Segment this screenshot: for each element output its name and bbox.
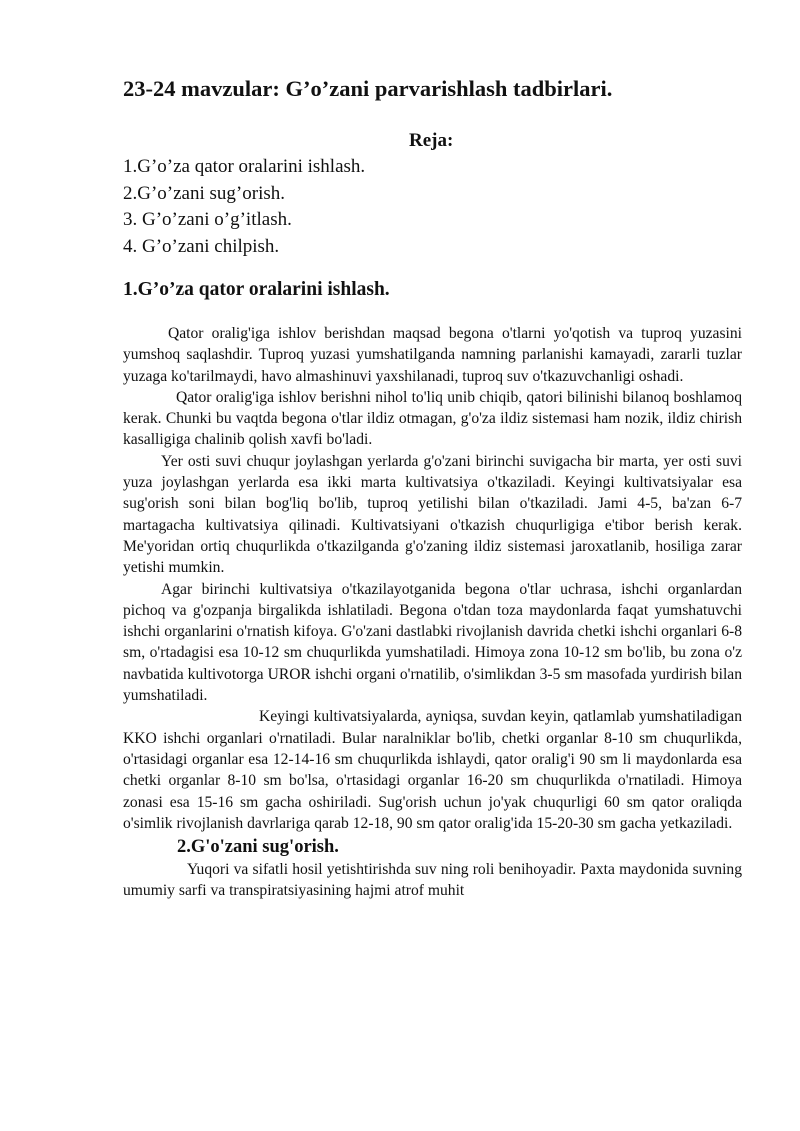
plan-item: 1.G’o’za qator oralarini ishlash. — [123, 156, 366, 177]
body-text — [123, 323, 742, 902]
paragraph: Yer osti suvi chuqur joylashgan yerlarda g'o'zani birinchi suvigacha bir marta, yer osti suvi yuza joylashgan yerlarda esa ikki marta kultivatsiya o'tkaziladi. Keyingi kultivatsiyalar esa sug'orish soni bilan bog'liq bo'lib, tuproq yetilishi bilan o'tkaziladi. Jami 4-5, ba'zan 6-7 martagacha kultivatsiya qilinadi. Kultivatsiyani o'tkazish chuqurligiga e'tibor berish kerak. Me'yoridan ortiq chuqurlikda o'tkazilganda g'o'zaning ildiz sistemasi jaroxatlanib, hosiliga zarar yetishi mumkin. — [123, 452, 742, 577]
plan-item: 2.G’o’zani sug’orish. — [123, 182, 285, 204]
paragraph: Qator oralig'iga ishlov berishni nihol to'liq unib chiqib, qatori bilinishi bilanoq boshlamoq kerak. Chunki bu vaqtda begona o'tlar ildiz otmagan, g'o'za ildiz sistemasi ham nozik, ildiz chirish kasalligiga chalinib qolish xavfi bo'ladi. — [123, 388, 742, 449]
plan-item: 4. G’o’zani chilpish. — [123, 235, 280, 257]
section-heading-1: 1.G’o’za qator oralarini ishlash. — [123, 279, 390, 300]
plan-heading: Reja: — [409, 130, 454, 151]
paragraph: Yuqori va sifatli hosil yetishtirishda suv ning roli benihoyadir. Paxta maydonida suvning umumiy sarfi va transpiratsiyasining hajmi atrof muhit — [123, 861, 742, 900]
paragraph: Keyingi kultivatsiyalarda, ayniqsa, suvdan keyin, qatlamlab yumshatiladigan KKO ishchi organlari o'rnatiladi. Bular naralniklar bo'lib, chetki organlar 8-10 sm chuqurlikda, o'rtasidagi organlar esa 12-14-16 sm chuqurlikda ishlaydi, qator oralig'i 90 sm li maydonlarda esa chetki organlar 8-10 sm bo'lsa, o'rtasidagi organlar 16-20 sm chuqurlikda o'rnatiladi. Himoya zonasi esa 15-16 sm gacha oshiriladi. Sug'orish uchun jo'yak chuqurligi 60 sm qator oraliqda o'simlik rivojlanish davrlariga qarab 12-18, 90 sm qator oralig'ida 15-20-30 sm gacha yetkaziladi. — [123, 708, 742, 832]
document-title: 23-24 mavzular: G’o’zani parvarishlash tadbirlari. — [123, 76, 613, 101]
paragraph: Agar birinchi kultivatsiya o'tkazilayotganida begona o'tlar uchrasa, ishchi organlardan pichoq va g'ozpanja birgalikda ishlatiladi. Begona o'tdan toza maydonlarda faqat yumshatuvchi ishchi organlarini o'rnatish kifoya. G'o'zani dastlabki rivojlanish davrida chetki ishchi organlari 6-8 sm, o'rtadagisi esa 10-12 sm chuqurlikda yumshatiladi. Himoya zona 10-12 sm bo'lib, bu zona o'z navbatida kultivotorga UROR ishchi organi o'rnatilib, o'simlikdan 3-5 sm masofada yurdirish bilan yumshatiladi. — [123, 580, 742, 705]
plan-list — [123, 154, 365, 260]
paragraph: Qator oralig'iga ishlov berishdan maqsad begona o'tlarni yo'qotish va tuproq yuzasini yumshoq saqlashdir. Tuproq yuzasi yumshatilganda namning parlanishi kamayadi, zararli tuzlar yuzaga ko'tarilmaydi, havo almashinuvi yaxshilanadi, tuproq suv o'tkazuvchanligi oshadi. — [123, 325, 742, 385]
plan-item: 3. G’o’zani o’g’itlash. — [123, 209, 292, 230]
section-heading-2: 2.G'o'zani sug'orish. — [177, 837, 339, 858]
